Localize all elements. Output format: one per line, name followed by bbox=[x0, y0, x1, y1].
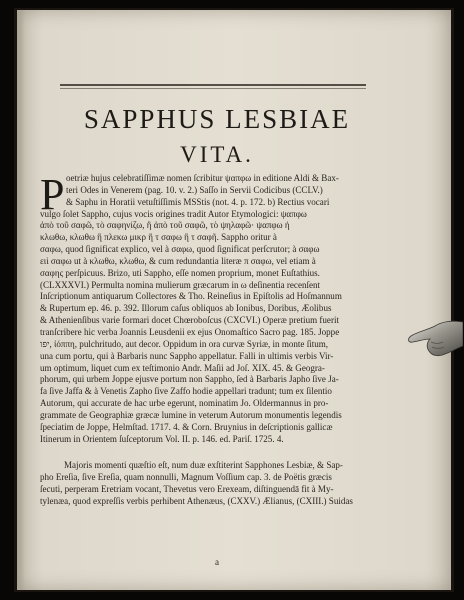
text-line: & Athenienſibus varie formari docet Chœroboſcus (CXCVI.) Operæ pretium fuerit bbox=[40, 315, 339, 326]
text-line: una cum portu, qui à Barbaris nunc Sappho appellatur. Falli in ultimis verbis Vir- bbox=[40, 350, 334, 361]
signature-mark: a bbox=[215, 557, 219, 567]
text-line: ſecuti, perperam Eretriam vocant, Thevetus vero Erexeam, diſtinguendā fit à My- bbox=[40, 483, 334, 494]
text-line: teri Odes in Venerem (pag. 10. v. 2.) Saſſo in Servii Codicibus (CCLV.) bbox=[66, 184, 323, 195]
text-line: & Saphu in Horatii vetuſtiſſimis MSStis (not. 4. p. 172. b) Rectius vocari bbox=[66, 196, 330, 207]
text-line: ſpeciatim de Joppe, Helmſtad. 1717. 4. & Corn. Bruynius in deſcriptionis gallicæ bbox=[40, 421, 333, 432]
text-line: Inſcriptionum antiquarum Collectores & Tho. Reineſius in Epiſtolis ad Hoſmannum bbox=[40, 291, 342, 302]
page-pointer-hand-icon bbox=[405, 312, 463, 364]
text-line: & Rupertum ep. 46. p. 392. Illorum caſus obliquos ab Ionibus, Doribus, Æolibus bbox=[40, 303, 332, 314]
drop-capital: P bbox=[40, 170, 65, 219]
text-line: Autorum, qui accurate de hac urbe egerunt, nominatim Jo. Oldermannus in pro- bbox=[40, 398, 329, 409]
page-title: SAPPHUS LESBIAE bbox=[83, 104, 351, 134]
page-subtitle: VITA. bbox=[180, 142, 254, 167]
header-rule-bottom bbox=[60, 88, 366, 89]
paragraph-1 bbox=[40, 170, 412, 445]
text-line: κλωθω, κλωθω ἢ πλεκω μικρ ἢ τ σαφω ἢ τ σαφῆ. Sappho oritur à bbox=[40, 232, 277, 243]
text-line: σαφης perſpicuus. Brizo, uti Sappho, eſſe nomen proprium, monet Euſtathius. bbox=[40, 267, 320, 278]
header-rule-top bbox=[60, 84, 366, 86]
text-line: יפו, ἰόππη, pulchritudo, aut decor. Oppidum in ora curvæ Syriæ, in monte ſitum, bbox=[40, 338, 329, 349]
text-line: ειὶ σαφω ut à κλωθω, κλωθω, & cum redundantia literæ π σαφω, vel etiam à bbox=[40, 255, 316, 266]
text-line: oetriæ hujus celebratiſſimæ nomen ſcribitur ψαπφω in editione Aldi & Bax- bbox=[66, 173, 339, 183]
text-line: fa ſive Jaffa & à Venetis Zapho ſive Zaffo hodie appellari tradunt; tum ex ſilentio bbox=[40, 386, 332, 397]
text-line: Itinerum in Orientem ſuſceptorum Vol. II. p. 146. ed. Pariſ. 1725. 4. bbox=[40, 433, 284, 444]
text-line: phorum, qui urbem Joppe ejusve portum non Sappho, ſed à Barbaris Japho ſive Ja- bbox=[40, 374, 339, 385]
text-line: ἀπὸ τοῦ σαφῶ, τὸ σαφηνίζω, ἢ ἀπὸ τοῦ σαφῶ, τὸ ψηλαφῶ· ψαπφω ἡ bbox=[40, 220, 290, 231]
paragraph-2 bbox=[40, 460, 412, 507]
text-line: um optimum, liquet cum ex teſtimonio Andr. Maſii ad Joſ. XIX. 45. & Geogra- bbox=[40, 362, 325, 373]
text-line: tylenæa, quod expreſſis verbis perhibent Athenæus, (CXXV.) Ælianus, (CXIII.) Suidas bbox=[40, 495, 353, 506]
text-line: Majoris momenti quæſtio eſt, num duæ exſtiterint Sapphones Lesbiæ, & Sap- bbox=[64, 460, 343, 470]
text-line: vulgo ſolet Sappho, cujus vocis origines tradit Autor Etymologici: ψαπφω bbox=[40, 208, 307, 219]
text-line: σαφω, quod ſignificat explico, vel à σαφω, quod ſignificat perſcrutor; à σαφω bbox=[40, 244, 320, 255]
text-line: tranſcribere hic verba Joannis Leusdenii ex ejus Onomaſtico Sacro pag. 185. Joppe bbox=[40, 326, 340, 337]
text-line: grammate de Geographiæ græcæ lumine in veterum Autorum monumentis legendis bbox=[40, 409, 342, 420]
text-line: pho Ereſia, ſive Ereſia, quam nonnulli, Magnum Voſſium cap. 3. de Poëtis græcis bbox=[40, 471, 332, 482]
text-line: (CLXXXVI.) Permulta nomina mulierum græcarum in ω deſinentia recenſent bbox=[40, 279, 321, 290]
page-gutter bbox=[17, 10, 25, 590]
